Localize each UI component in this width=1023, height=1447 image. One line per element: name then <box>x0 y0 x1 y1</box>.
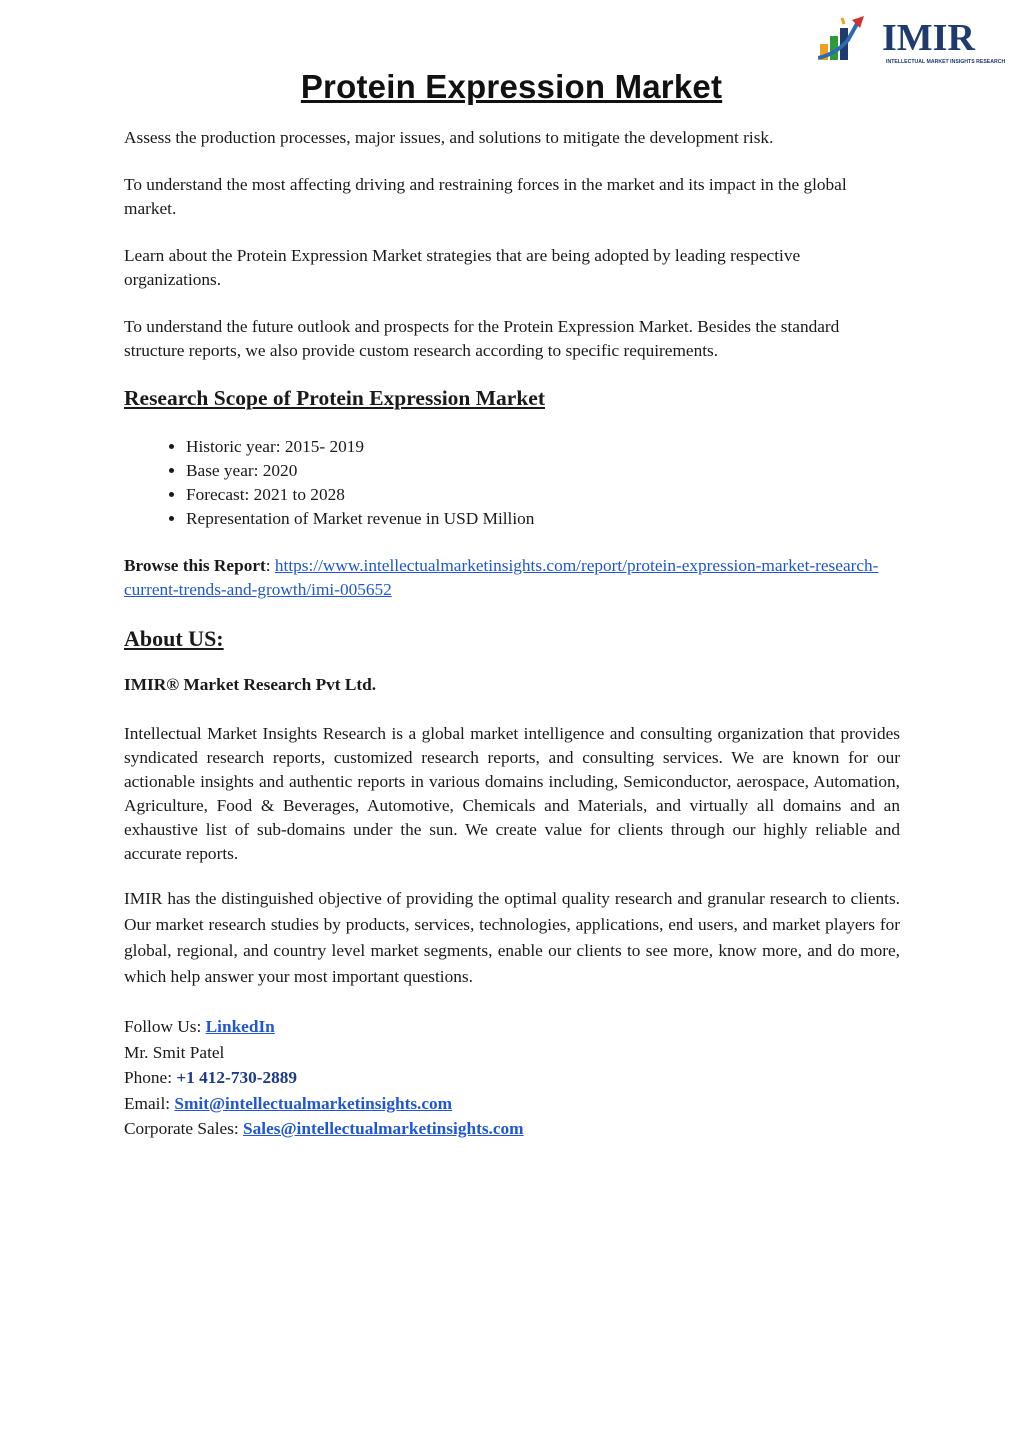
about-heading: About US: <box>124 626 224 651</box>
contact-person: Mr. Smit Patel <box>124 1042 225 1062</box>
list-item: • Historic year: 2015- 2019 <box>186 435 900 459</box>
intro-paragraph: Assess the production processes, major issues, and solutions to mitigate the development risk. <box>124 128 774 147</box>
report-link[interactable]: https://www.intellectualmarketinsights.com/report/protein-expression-market-research-current-trends-and-growth/imi-005652 <box>124 556 879 599</box>
email-line <box>124 1091 900 1117</box>
phone-line <box>124 1065 900 1091</box>
phone-number: +1 412-730-2889 <box>176 1068 298 1087</box>
logo-text: IMIR <box>882 17 975 59</box>
intro-paragraph: To understand the future outlook and prospects for the Protein Expression Market. Besides the standard structure reports, we also provide custom research according to specific requirements. <box>124 317 840 360</box>
scope-list <box>124 435 900 531</box>
imir-logo <box>818 14 1006 66</box>
email-label: Email: <box>124 1093 175 1113</box>
intro-paragraph: To understand the most affecting driving and restraining forces in the market and its impact in the global market. <box>124 175 847 218</box>
email-link[interactable]: Smit@intellectualmarketinsights.com <box>174 1093 453 1113</box>
intro-paragraph: Learn about the Protein Expression Market strategies that are being adopted by leading respective organizations. <box>124 246 801 289</box>
phone-label: Phone: <box>124 1068 177 1087</box>
browse-separator: : <box>265 556 271 575</box>
company-name: IMIR® Market Research Pvt Ltd. <box>124 675 377 694</box>
linkedin-link[interactable]: LinkedIn <box>205 1017 275 1036</box>
contact-block <box>124 1014 900 1142</box>
browse-line <box>124 554 900 602</box>
follow-label: Follow Us: <box>124 1017 206 1036</box>
browse-label: Browse this Report <box>124 556 266 575</box>
about-paragraph: Intellectual Market Insights Research is a global market intelligence and consulting organization that provides syndicated research reports, customized research reports, and consulting services. We are known for our actionable insights and authentic reports in various domains including, Semiconductor, aerospace, Automation, Agriculture, Food & Beverages, Automotive, Chemicals and Materials, and virtually all domains and an exhaustive list of sub-domains under the sun. We create value for clients through our highly reliable and accurate reports. <box>124 724 900 863</box>
list-item: • Representation of Market revenue in USD Million <box>186 507 900 531</box>
list-item: • Base year: 2020 <box>186 459 900 483</box>
follow-line <box>124 1014 900 1040</box>
document-body <box>124 126 900 1142</box>
sales-label: Corporate Sales: <box>124 1119 244 1138</box>
about-paragraph: IMIR has the distinguished objective of providing the optimal quality research and granular research to clients. Our market research studies by products, services, technologies, applications, end users, and market players for global, regional, and country level market segments, enable our clients to see more, know more, and do more, which help answer your most important questions. <box>124 889 900 986</box>
list-item: • Forecast: 2021 to 2028 <box>186 483 900 507</box>
logo-tagline: INTELLECTUAL MARKET INSIGHTS RESEARCH <box>886 59 1006 65</box>
page-title: Protein Expression Market <box>300 68 723 105</box>
sales-email-link[interactable]: Sales@intellectualmarketinsights.com <box>243 1119 524 1138</box>
scope-heading: Research Scope of Protein Expression Market <box>124 386 545 410</box>
sales-line <box>124 1116 900 1142</box>
